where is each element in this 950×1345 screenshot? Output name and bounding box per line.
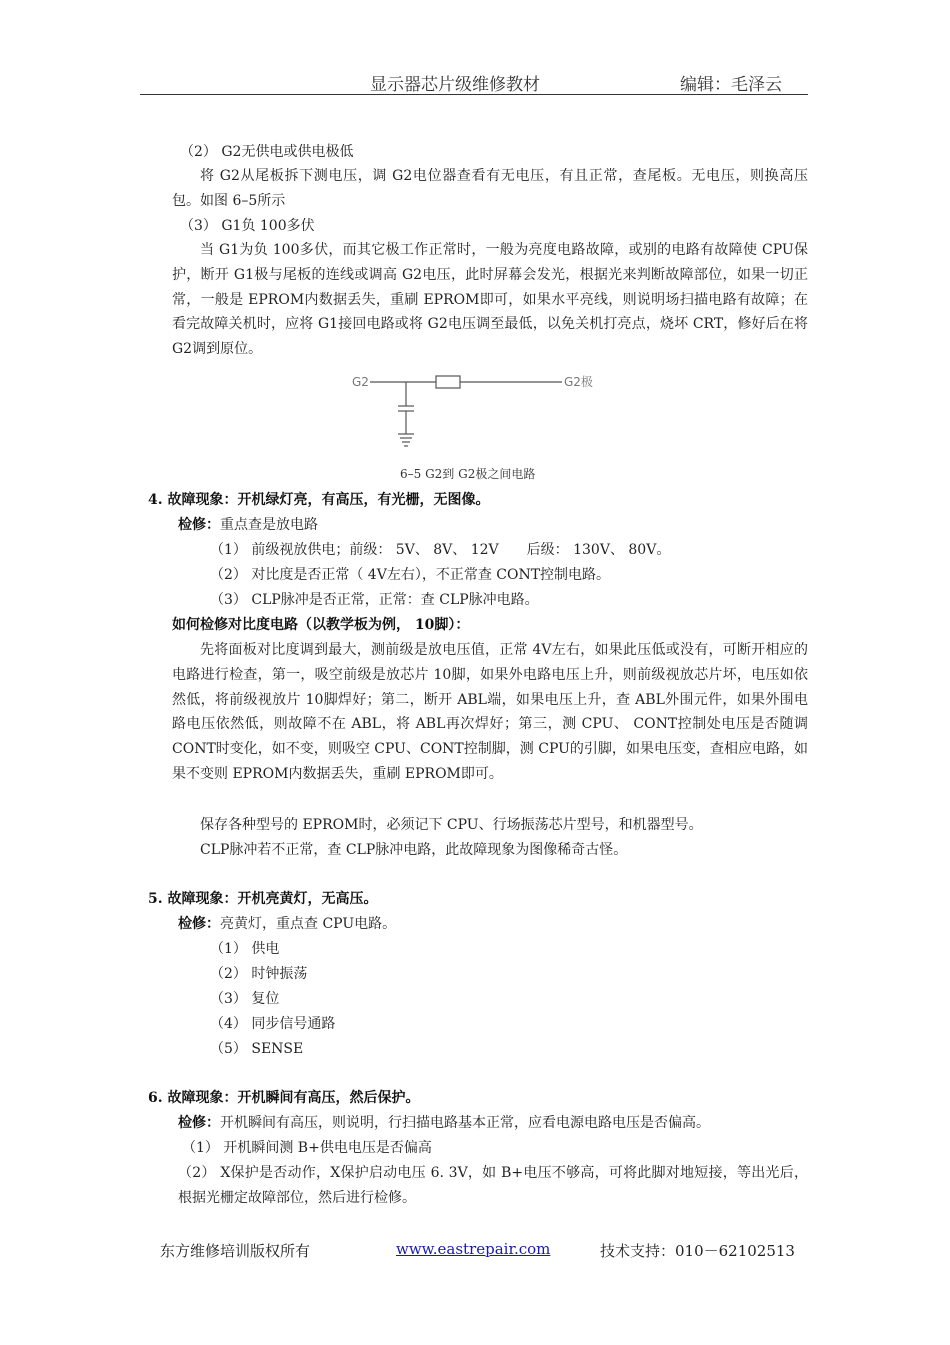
check-label: 检修：: [178, 517, 220, 533]
support-phone: 技术支持：010－62102513: [600, 1242, 795, 1260]
fault4-item-3: （3） CLP脉冲是否正常，正常：查 CLP脉冲电路。: [210, 592, 539, 608]
document-title: 显示器芯片级维修教材: [370, 75, 540, 95]
page-header: [140, 70, 808, 95]
fault5-check: [178, 912, 396, 936]
fault5-item-1: （1） 供电: [210, 941, 280, 957]
fault6-check: [178, 1111, 710, 1135]
fault5-heading: 5. 故障现象：开机亮黄灯，无高压。: [148, 891, 378, 907]
item-g2-title: （2） G2无供电或供电极低: [180, 144, 354, 160]
diagram-label-left: G2: [352, 375, 369, 389]
website-link[interactable]: www.eastrepair.com: [396, 1240, 551, 1258]
contrast-subheading: 如何检修对比度电路（以教学板为例， 10脚）：: [172, 617, 470, 633]
g2-circuit-diagram: [340, 368, 610, 458]
copyright-notice: 东方维修培训版权所有: [160, 1242, 311, 1260]
check-label: 检修：: [178, 916, 220, 932]
check-text: 亮黄灯，重点查 CPU电路。: [220, 916, 397, 932]
fault5-item-4: （4） 同步信号通路: [210, 1016, 336, 1032]
check-label: 检修：: [178, 1115, 220, 1131]
figure-caption: 6–5 G2到 G2极之间电路: [400, 467, 536, 481]
fault4-item-1: （1） 前级视放供电；前级： 5V、 8V、 12V 后级： 130V、 80V。: [210, 542, 671, 558]
item-g1-title: （3） G1负 100多伏: [180, 218, 315, 234]
fault4-item-2: （2） 对比度是否正常（ 4V左右），不正常查 CONT控制电路。: [210, 567, 611, 583]
fault6-heading: 6. 故障现象：开机瞬间有高压，然后保护。: [148, 1090, 420, 1106]
fault5-item-5: （5） SENSE: [210, 1041, 304, 1057]
check-text: 开机瞬间有高压，则说明，行扫描电路基本正常，应看电源电路电压是否偏高。: [220, 1115, 710, 1131]
diagram-label-right: G2极: [564, 375, 593, 389]
fault6-item-1: （1） 开机瞬间测 B+供电电压是否偏高: [182, 1140, 432, 1156]
item-g2-body: 将 G2从尾板拆下测电压，调 G2电位器查看有无电压，有且正常，查尾板。无电压，则换高压包。如图 6–5所示: [172, 168, 808, 209]
resistor: [436, 376, 460, 388]
check-text: 重点查是放电路: [220, 517, 318, 533]
contrast-procedure: 先将面板对比度调到最大，测前级是放电压值，正常 4V左右，如果此压低或没有，可断开相应的电路进行检查，第一，吸空前级是放芯片 10脚，如果外电路电压上升，则前级视放芯片坏，电压如依然低，将前级视放片 10脚焊好；第二，断开 ABL端，如果电压上升，查 ABL外围元件，如果外围电路电压依然低，则故障不在 ABL，将 ABL再次焊好；第三，测 CPU、 CONT控制处电压是否随调 CONT时变化，如不变，则吸空 CPU、CONT控制脚，测 CPU的引脚，如果电压变，查相应电路，如果不变则 EPROM内数据丢失，重刷 EPROM即可。: [172, 642, 808, 782]
fault6-item-2: （2） X保护是否动作，X保护启动电压 6. 3V，如 B+电压不够高，可将此脚对地短接，等出光后，根据光栅定故障部位，然后进行检修。: [178, 1165, 808, 1206]
page-footer: [160, 1240, 800, 1264]
item-g1-body: 当 G1为负 100多伏，而其它极工作正常时，一般为亮度电路故障，或别的电路有故障使 CPU保护，断开 G1极与尾板的连线或调高 G2电压，此时屏幕会发光，根据光来判断故障部位，如果一切正常，一般是 EPROM内数据丢失，重刷 EPROM即可，如果水平亮线，则说明场扫描电路有故障；在看完故障关机时，应将 G1接回电路或将 G2电压调至最低，以免关机打亮点，烧坏 CRT，修好后在将 G2调到原位。: [172, 242, 808, 358]
fault5-item-3: （3） 复位: [210, 991, 280, 1007]
fault4-check: [178, 513, 318, 537]
fault4-heading: 4. 故障现象：开机绿灯亮，有高压，有光栅，无图像。: [148, 492, 490, 508]
fault5-item-2: （2） 时钟振荡: [210, 966, 308, 982]
clp-note: CLP脉冲若不正常，查 CLP脉冲电路，此故障现象为图像稀奇古怪。: [200, 842, 628, 858]
eprom-note: 保存各种型号的 EPROM时，必须记下 CPU、行场振荡芯片型号，和机器型号。: [200, 817, 703, 833]
editor-credit: 编辑：毛泽云: [680, 75, 782, 95]
